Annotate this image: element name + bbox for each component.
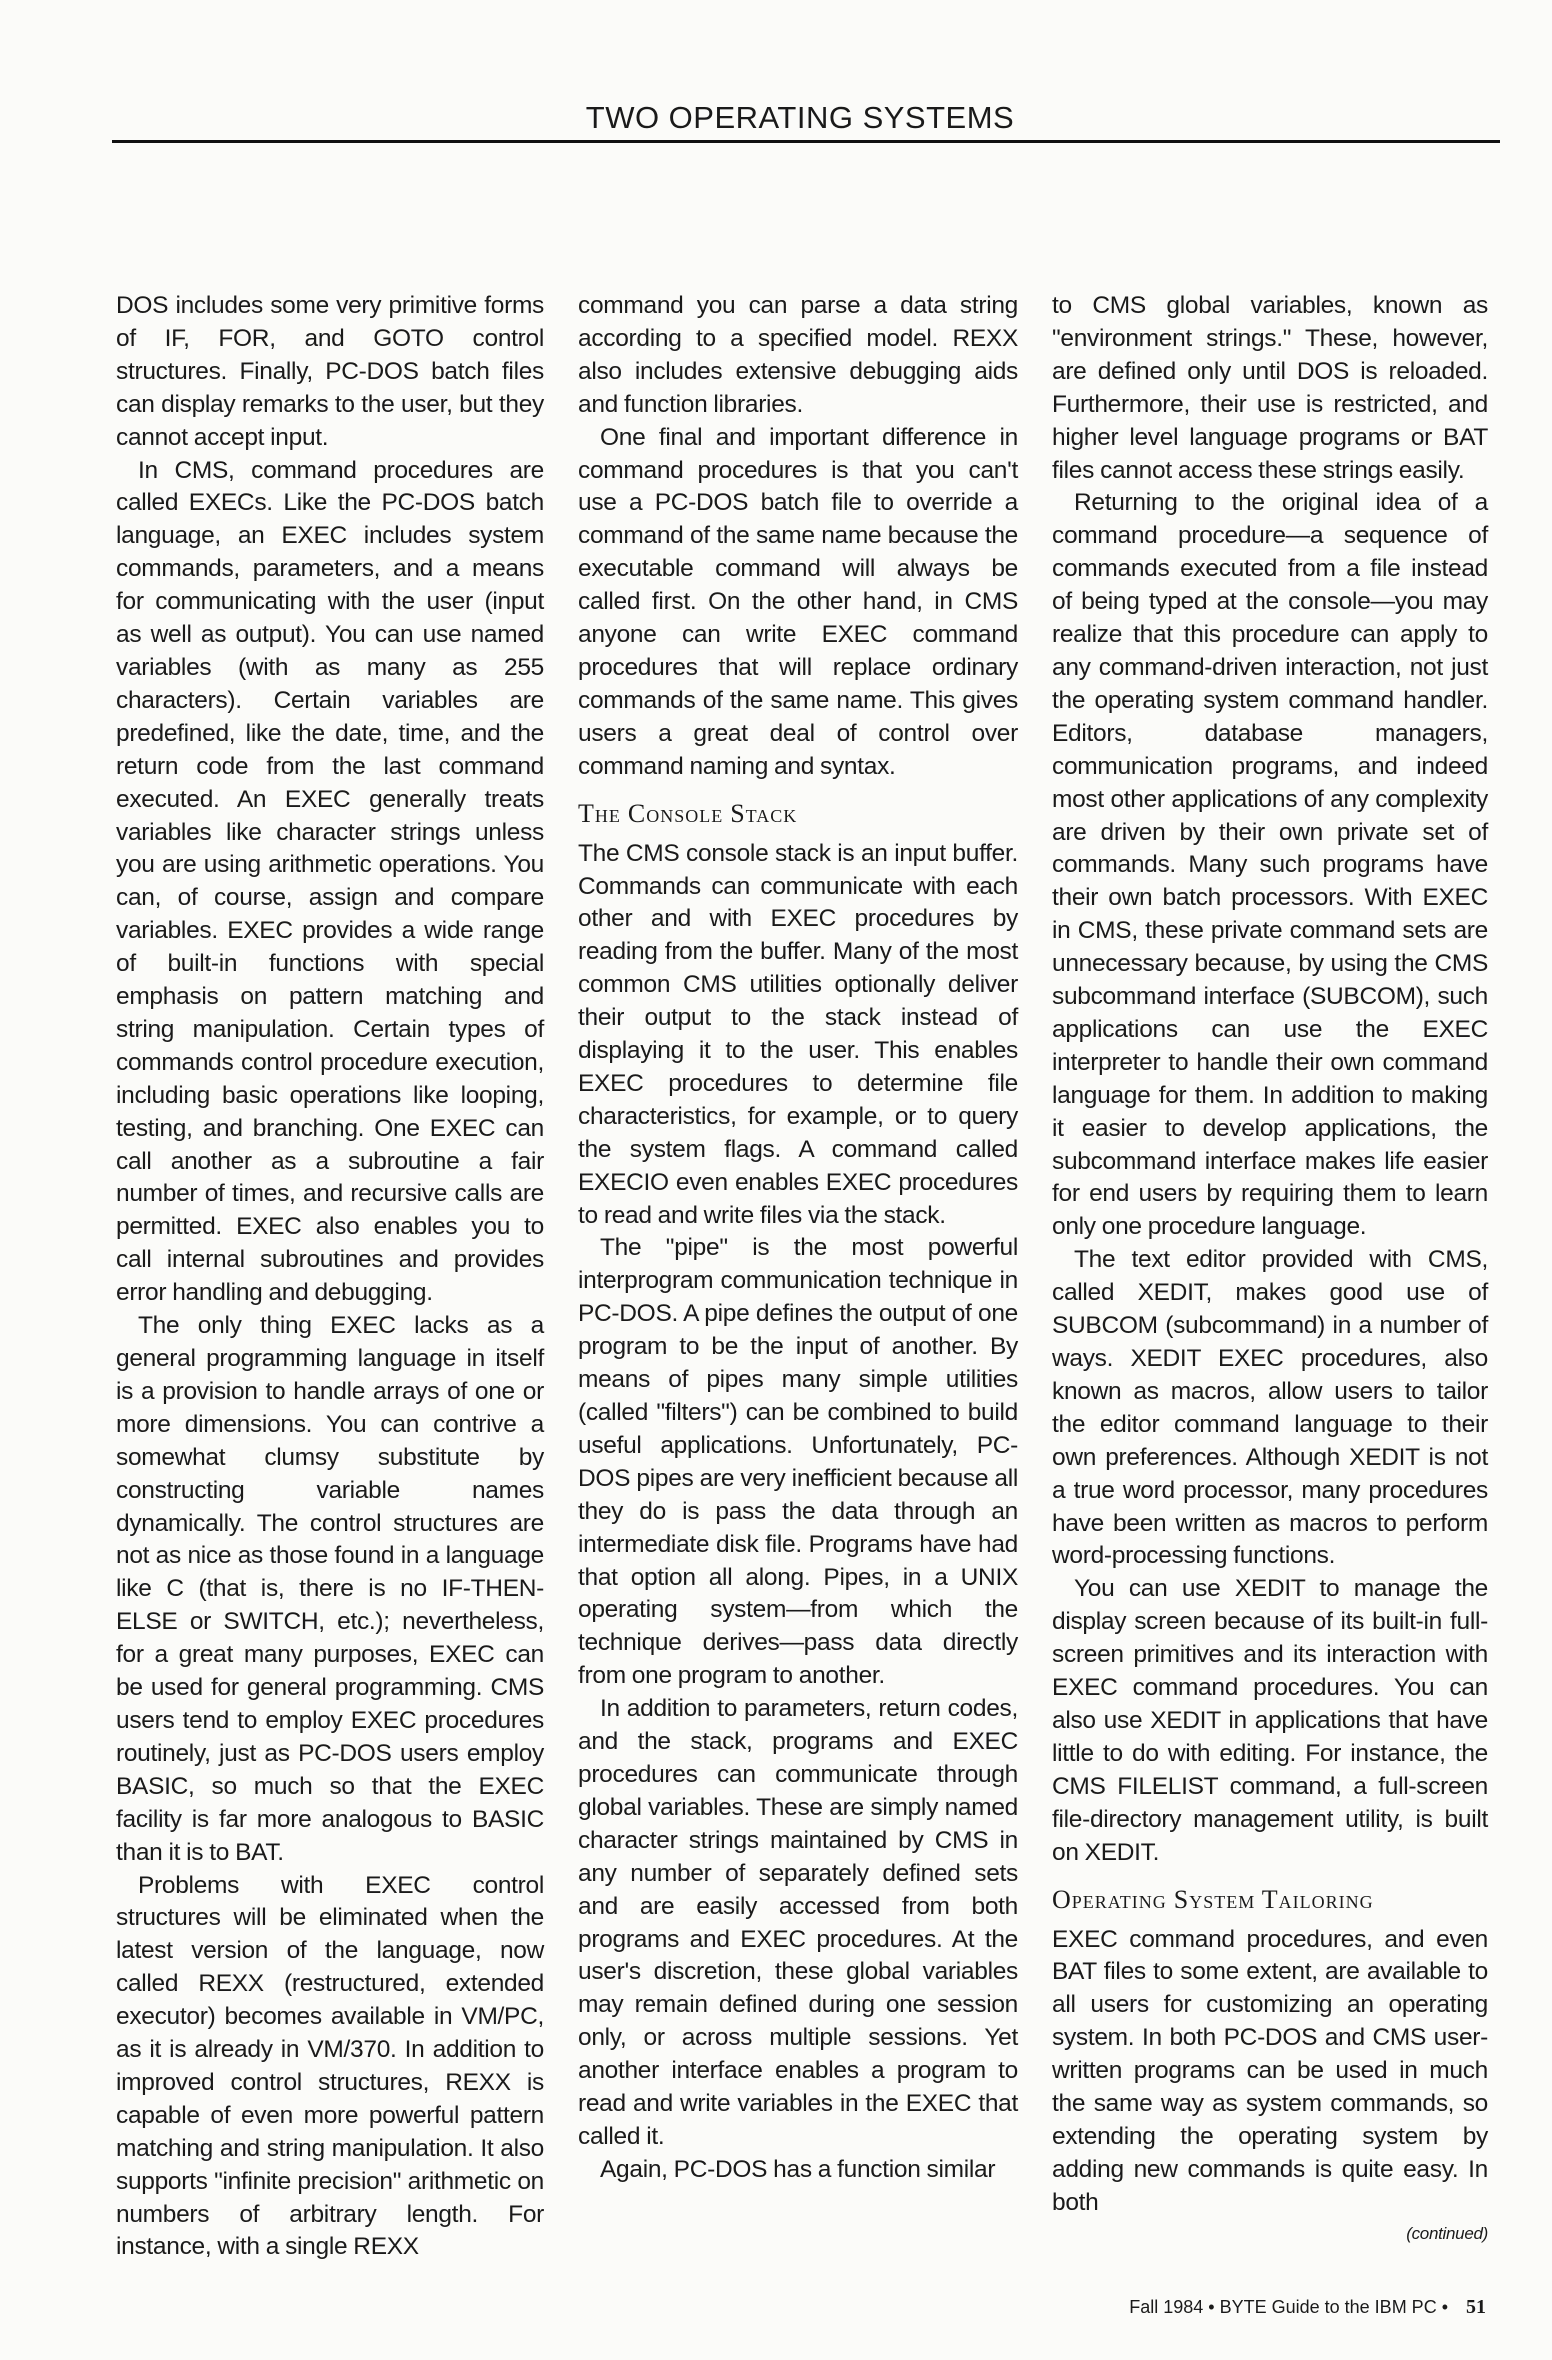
paragraph: command you can parse a data string according to a specified model. REXX also includes extensive debugging aids and function libraries.	[578, 292, 1018, 418]
section-heading: The Console Stack	[578, 798, 798, 828]
footer-text: Fall 1984 • BYTE Guide to the IBM PC •	[1129, 2297, 1448, 2318]
paragraph: In CMS, command procedures are called EXECs. Like the PC-DOS batch language, an EXEC includes system commands, parameters, and a means for communicating with the user (input as well as output). You can use named variables (with as many as 255 characters). Certain variables are predefined, like the date, time, and the return code from the last command executed. An EXEC generally treats variables like character strings unless you are using arithmetic operations. You can, of course, assign and compare variables. EXEC provides a wide range of built-in functions with special emphasis on pattern matching and string manipulation. Certain types of commands control procedure execution, including basic operations like looping, testing, and branching. One EXEC can call another as a subroutine a fair number of times, and recursive calls are permitted. EXEC also enables you to call internal subroutines and provides error handling and debugging.	[116, 456, 544, 1307]
paragraph: The text editor provided with CMS, called XEDIT, makes good use of SUBCOM (subcommand) in a number of ways. XEDIT EXEC procedures, also known as macros, allow users to tailor the editor command language to their own preferences. Although XEDIT is not a true word processor, many procedures have been written as macros to perform word-processing functions.	[1052, 1246, 1488, 1570]
paragraph: You can use XEDIT to manage the display screen because of its built-in full-screen primitives and its interaction with EXEC command procedures. You can also use XEDIT in applications that have little to do with editing. For instance, the CMS FILELIST command, a full-screen file-directory management utility, is built on XEDIT.	[1052, 1575, 1488, 1866]
column-2	[578, 290, 1018, 2187]
columns	[116, 290, 1486, 2264]
running-head: TWO OPERATING SYSTEMS	[585, 100, 1015, 135]
paragraph: DOS includes some very primitive forms of IF, FOR, and GOTO control structures. Finally, PC-DOS batch files can display remarks to the user, but they cannot accept input.	[116, 292, 544, 451]
paragraph: to CMS global variables, known as "environment strings." These, however, are defined only until DOS is reloaded. Furthermore, their use is restricted, and higher level language programs or BAT files cannot access these strings easily.	[1052, 292, 1488, 484]
page-footer	[116, 2294, 1486, 2360]
paragraph: The CMS console stack is an input buffer. Commands can communicate with each other and with EXEC procedures by reading from the buffer. Many of the most common CMS utilities optionally deliver their output to the stack instead of displaying it to the user. This enables EXEC procedures to determine file characteristics, for example, or to query the system flags. A command called EXECIO even enables EXEC procedures to read and write files via the stack.	[578, 839, 1018, 1229]
page-number: 51	[1466, 2296, 1486, 2319]
paragraph: EXEC command procedures, and even BAT files to some extent, are available to all users for customizing an operating system. In both PC-DOS and CMS user-written programs can be used in much the same way as system commands, so extending the operating system by adding new commands is quite easy. In both	[1052, 1925, 1488, 2216]
paragraph: One final and important difference in command procedures is that you can't use a PC-DOS batch file to override a command of the same name because the executable command will always be called first. On the other hand, in CMS anyone can write EXEC command procedures that will replace ordinary commands of the same name. This gives users a great deal of control over command naming and syntax.	[578, 423, 1018, 780]
paragraph: In addition to parameters, return codes, and the stack, programs and EXEC procedures can communicate through global variables. These are simply named character strings maintained by CMS in any number of separately defined sets and are easily accessed from both programs and EXEC procedures. At the user's discretion, these global variables may remain defined during one session only, or across multiple sessions. Yet another interface enables a program to read and write variables in the EXEC that called it.	[578, 1695, 1018, 2150]
paragraph: Returning to the original idea of a command procedure—a sequence of commands executed from a file instead of being typed at the console—you may realize that this procedure can apply to any command-driven interaction, not just the operating system command handler. Editors, database managers, communication programs, and indeed most other applications of any complexity are driven by their own private set of commands. Many such programs have their own batch processors. With EXEC in CMS, these private command sets are unnecessary because, by using the CMS subcommand interface (SUBCOM), such applications can use the EXEC interpreter to handle their own command language for them. In addition to making it easier to develop applications, the subcommand interface makes life easier for end users by requiring them to learn only one procedure language.	[1052, 489, 1488, 1241]
paragraph: Problems with EXEC control structures will be eliminated when the latest version of the language, now called REXX (restructured, extended executor) becomes available in VM/PC, as it is already in VM/370. In addition to improved control structures, REXX is capable of even more powerful pattern matching and string manipulation. It also supports "infinite precision" arithmetic on numbers of arbitrary length. For instance, with a single REXX	[116, 1871, 544, 2261]
paragraph: Again, PC-DOS has a function similar	[600, 2155, 996, 2183]
section-heading: Operating System Tailoring	[1052, 1884, 1374, 1914]
header-rule	[112, 140, 1500, 143]
continued-note: (continued)	[1406, 2223, 1488, 2243]
column-1	[116, 290, 544, 2264]
paragraph: The only thing EXEC lacks as a general programming language in itself is a provision to handle arrays of one or more dimensions. You can contrive a somewhat clumsy substitute by constructing variable names dynamically. The control structures are not as nice as those found in a language like C (that is, there is no IF-THEN-ELSE or SWITCH, etc.); nevertheless, for a great many purposes, EXEC can be used for general programming. CMS users tend to employ EXEC procedures routinely, just as PC-DOS users employ BASIC, so much so that the EXEC facility is far more analogous to BASIC than it is to BAT.	[116, 1312, 544, 1866]
column-3	[1052, 290, 1488, 2248]
paragraph: The "pipe" is the most powerful interprogram communication technique in PC-DOS. A pipe defines the output of one program to be the input of another. By means of pipes many simple utilities (called "filters") can be combined to build useful applications. Unfortunately, PC-DOS pipes are very inefficient because all they do is pass the data through an intermediate disk file. Programs have had that option all along. Pipes, in a UNIX operating system—from which the technique derives—pass data directly from one program to another.	[578, 1234, 1018, 1690]
